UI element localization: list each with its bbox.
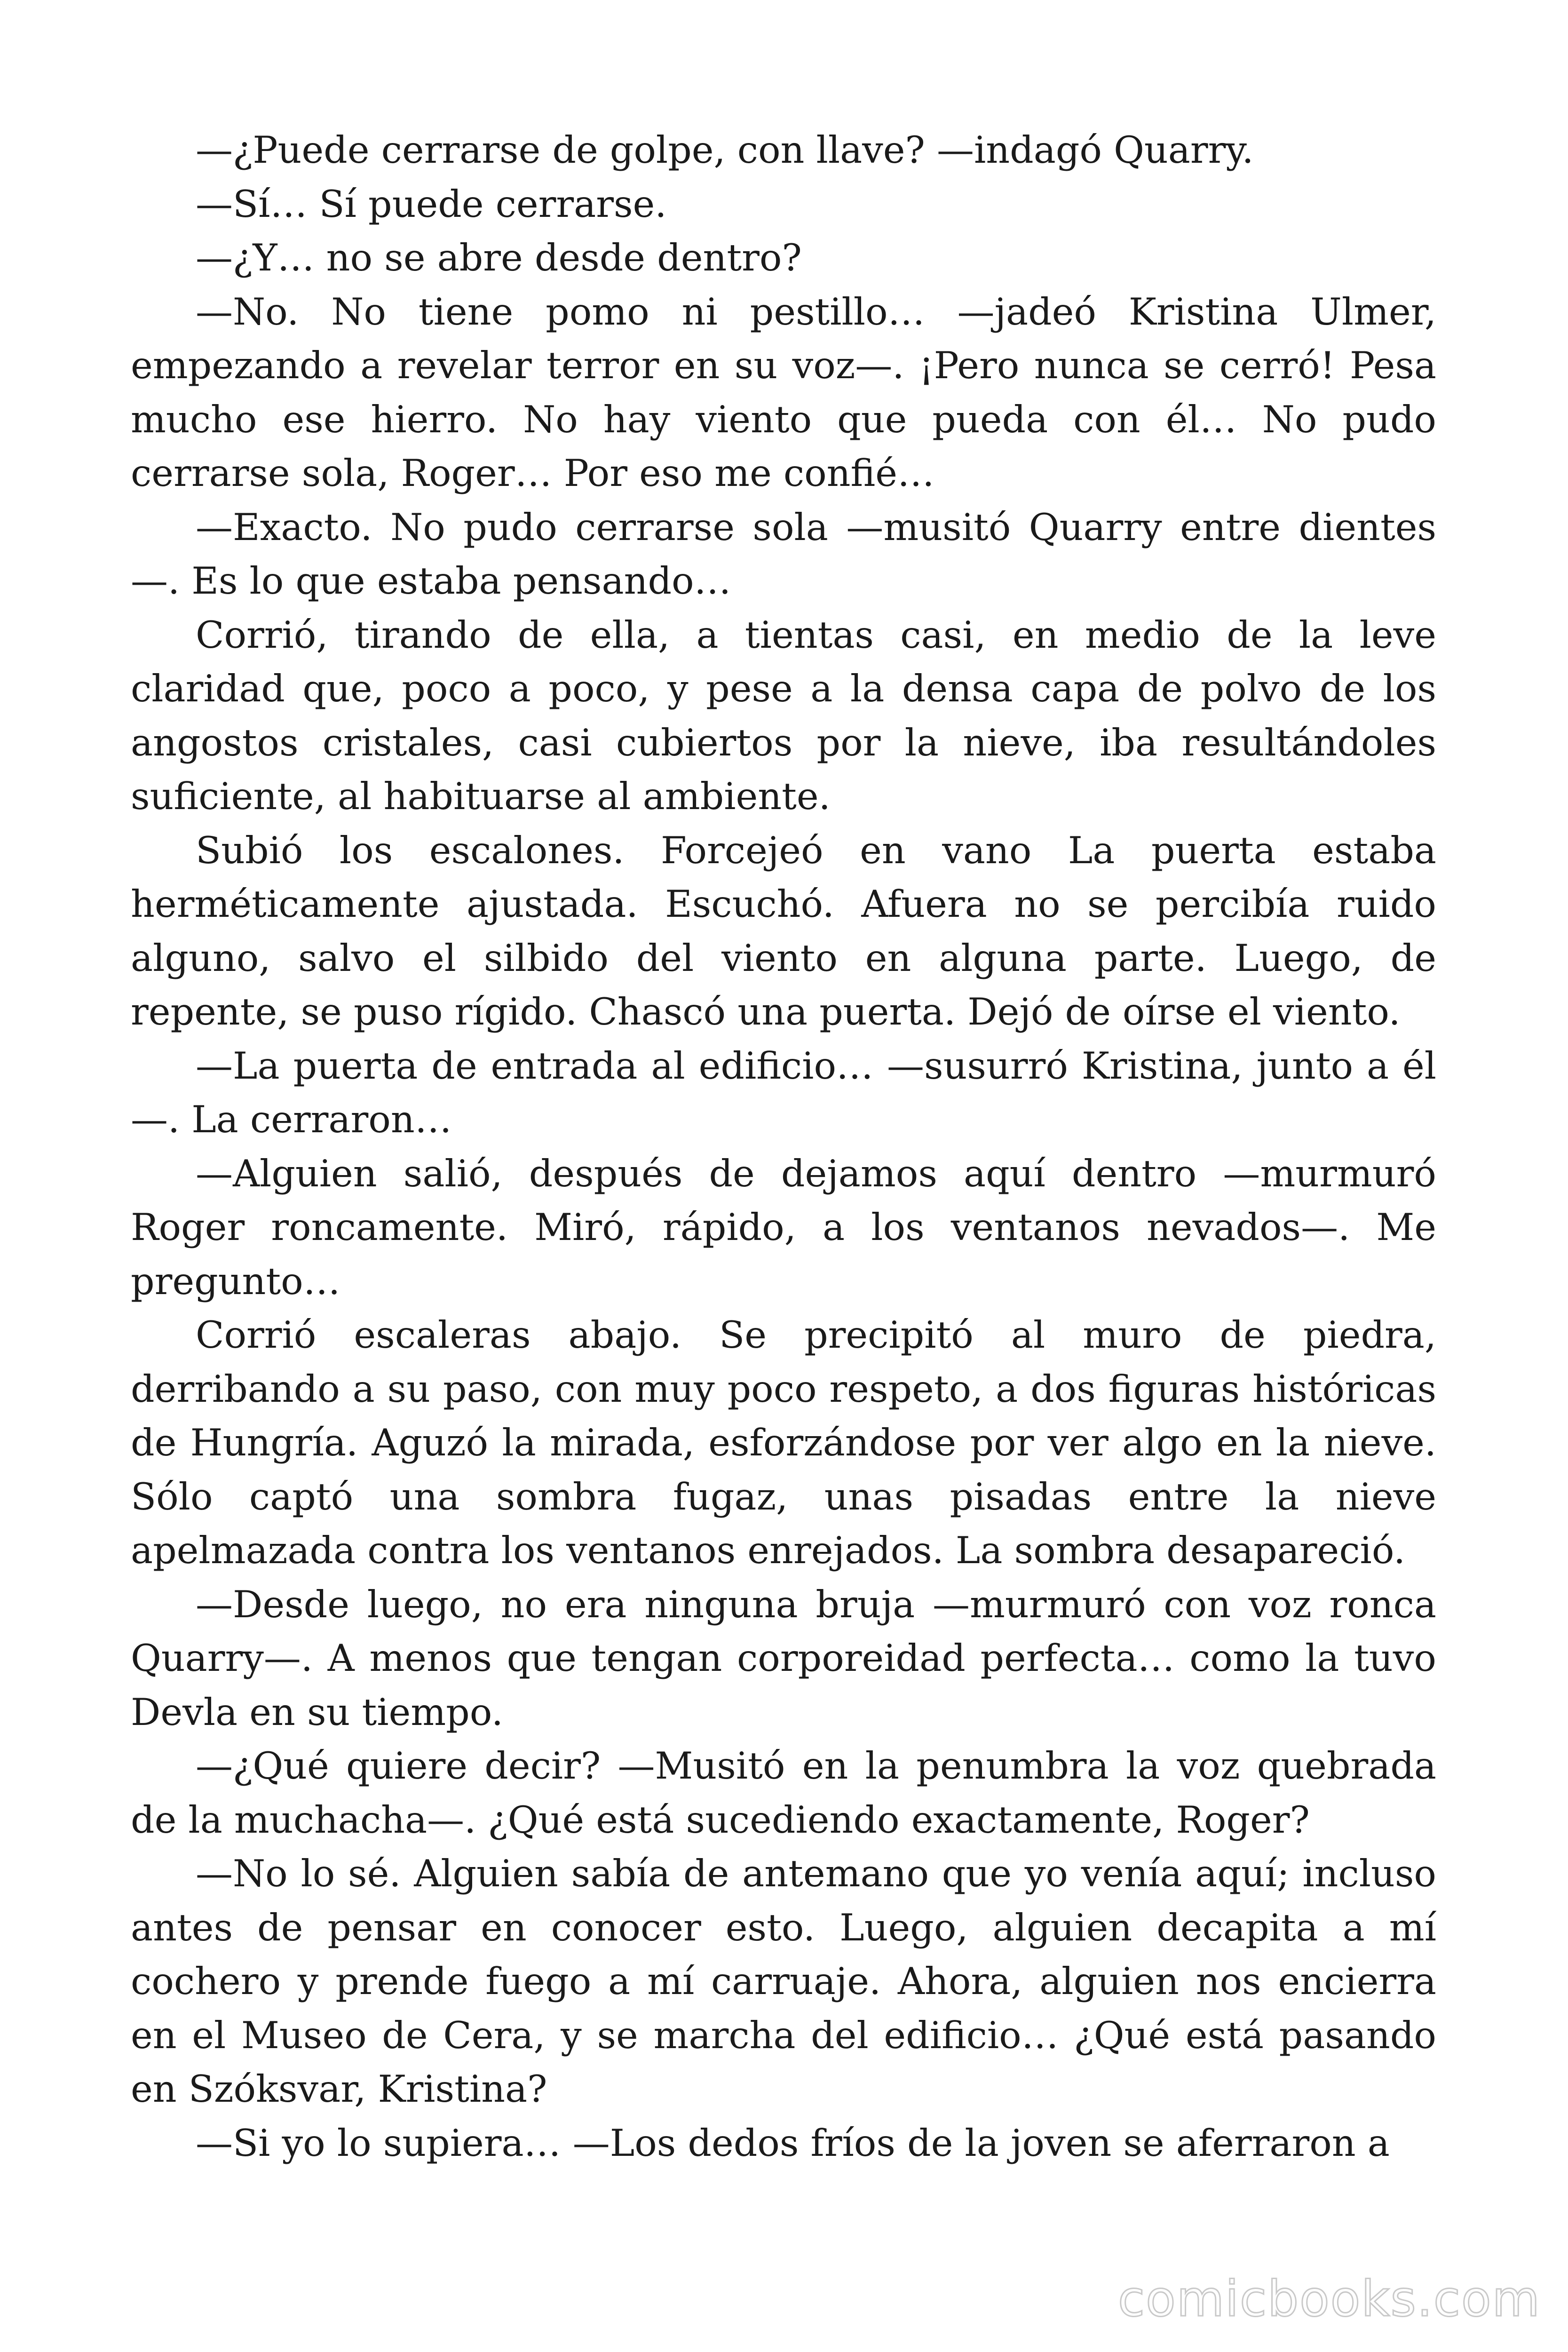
paragraph: —Sí… Sí puede cerrarse. <box>196 182 667 226</box>
paragraph: —No. No tiene pomo ni pestillo… —jadeó Kristina Ulmer, empezando a revelar terror en su voz—. ¡Pero nunca se cerró! Pesa mucho ese hierro. No hay viento que pueda con él… No pudo cerrarse sola, Roger… Por eso me confié… <box>131 290 1436 495</box>
paragraph: Subió los escalones. Forcejeó en vano La puerta estaba herméticamente ajustada. Escuchó. Afuera no se percibía ruido alguno, salvo el silbido del viento en alguna parte. Luego, de repente, se puso rígido. Chascó una puerta. Dejó de oírse el viento. <box>131 828 1436 1033</box>
paragraph: —¿Qué quiere decir? —Musitó en la penumbra la voz quebrada de la muchacha—. ¿Qué está sucediendo exactamente, Roger? <box>131 1744 1436 1842</box>
paragraph: Corrió escaleras abajo. Se precipitó al muro de piedra, derribando a su paso, con muy poco respeto, a dos figuras históricas de Hungría. Aguzó la mirada, esforzándose por ver algo en la nieve. Sólo captó una sombra fugaz, unas pisadas entre la nieve apelmazada contra los ventanos enrejados. La sombra desapareció. <box>131 1313 1436 1572</box>
paragraph: —Exacto. No pudo cerrarse sola —musitó Quarry entre dientes —. Es lo que estaba pensando… <box>131 505 1436 603</box>
paragraph: —¿Puede cerrarse de golpe, con llave? —indagó Quarry. <box>196 128 1254 172</box>
paragraph: —No lo sé. Alguien sabía de antemano que yo venía aquí; incluso antes de pensar en conocer esto. Luego, alguien decapita a mí cochero y prende fuego a mí carruaje. Ahora, alguien nos encierra en el Museo de Cera, y se marcha del edificio… ¿Qué está pasando en Szóksvar, Kristina? <box>131 1852 1436 2111</box>
paragraph: —La puerta de entrada al edificio… —susurró Kristina, junto a él—. La cerraron… <box>131 1044 1436 1141</box>
paragraph: Corrió, tirando de ella, a tientas casi, en medio de la leve claridad que, poco a poco, y pese a la densa capa de polvo de los angostos cristales, casi cubiertos por la nieve, iba resultándoles suficiente, al habituarse al ambiente. <box>131 613 1436 818</box>
body-text <box>131 123 1436 2170</box>
paragraph: —Alguien salió, después de dejamos aquí dentro —murmuró Roger roncamente. Miró, rápido, a los ventanos nevados—. Me pregunto… <box>131 1152 1436 1303</box>
paragraph: —Desde luego, no era ninguna bruja —murmuró con voz ronca Quarry—. A menos que tengan corporeidad perfecta… como la tuvo Devla en su tiempo. <box>131 1582 1436 1734</box>
watermark: comicbooks.com <box>1117 2270 1541 2328</box>
paragraph: —¿Y… no se abre desde dentro? <box>196 236 802 279</box>
paragraph: —Si yo lo supiera… —Los dedos fríos de la joven se aferraron a <box>196 2121 1390 2165</box>
